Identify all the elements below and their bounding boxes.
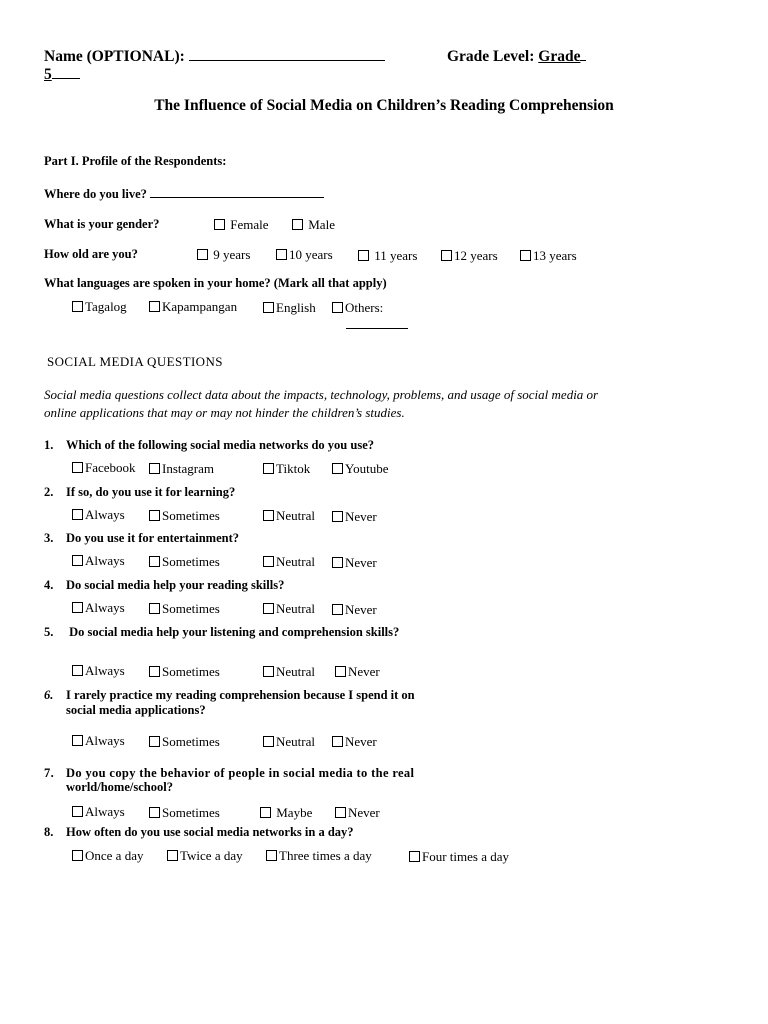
- checkbox[interactable]: [72, 806, 83, 817]
- option-label: Twice a day: [180, 848, 243, 863]
- checkbox[interactable]: [149, 510, 160, 521]
- checkbox[interactable]: [149, 301, 160, 312]
- question-number: 1.: [44, 438, 54, 452]
- age-option-13[interactable]: [520, 248, 577, 264]
- q3-option-always[interactable]: [72, 553, 125, 569]
- grade-underline-tail: [580, 60, 586, 61]
- checkbox[interactable]: [263, 510, 274, 521]
- lang-option-tagalog[interactable]: [72, 299, 127, 315]
- q7-option-sometimes[interactable]: [149, 805, 220, 821]
- option-label: Never: [345, 734, 377, 749]
- option-label: 9 years: [213, 247, 251, 262]
- q2-option-never[interactable]: [332, 509, 377, 525]
- checkbox[interactable]: [149, 666, 160, 677]
- part1-heading: Part I. Profile of the Respondents:: [44, 154, 227, 168]
- q5-option-neutral[interactable]: [263, 664, 315, 680]
- option-label: Always: [85, 553, 125, 568]
- question-text: If so, do you use it for learning?: [66, 485, 236, 499]
- question-number: 5.: [44, 625, 54, 639]
- checkbox[interactable]: [72, 665, 83, 676]
- age-option-11[interactable]: [358, 248, 417, 264]
- q6-option-neutral[interactable]: [263, 734, 315, 750]
- q1-option-tiktok[interactable]: [263, 461, 310, 477]
- q2-option-neutral[interactable]: [263, 508, 315, 524]
- checkbox[interactable]: [149, 463, 160, 474]
- question-text: Do you use it for entertainment?: [66, 531, 240, 545]
- question-number: 7.: [44, 766, 55, 780]
- document-title: The Influence of Social Media on Children’s Reading Comprehension: [154, 97, 614, 114]
- option-label: Sometimes: [162, 508, 220, 523]
- live-input-line[interactable]: [150, 197, 324, 198]
- option-label: Never: [345, 509, 377, 524]
- option-label: Neutral: [276, 664, 315, 679]
- name-field-row: [44, 48, 385, 66]
- question-3: [44, 531, 239, 546]
- option-label: Sometimes: [162, 554, 220, 569]
- checkbox[interactable]: [149, 556, 160, 567]
- option-label: English: [276, 300, 316, 315]
- checkbox[interactable]: [332, 736, 343, 747]
- checkbox[interactable]: [409, 851, 420, 862]
- name-input-line[interactable]: [189, 60, 385, 61]
- question-text: Do social media help your listening and comprehension skills?: [66, 625, 400, 639]
- grade-level-value-cont-row: [44, 66, 80, 84]
- option-label: Neutral: [276, 601, 315, 616]
- name-label: Name (OPTIONAL):: [44, 48, 185, 65]
- age-option-10[interactable]: [276, 247, 333, 263]
- q2-option-always[interactable]: [72, 507, 125, 523]
- languages-question: What languages are spoken in your home? (Mark all that apply): [44, 276, 387, 290]
- question-text: Do you copy the behavior of people in social media to the real: [66, 766, 415, 780]
- option-label: Sometimes: [162, 664, 220, 679]
- q4-option-sometimes[interactable]: [149, 601, 220, 617]
- checkbox[interactable]: [167, 850, 178, 861]
- question-text: I rarely practice my reading comprehension because I spend it on: [66, 688, 415, 702]
- question-text: How often do you use social media networks in a day?: [66, 825, 354, 839]
- option-label: Others:: [345, 300, 384, 315]
- q3-option-neutral[interactable]: [263, 554, 315, 570]
- option-label: Neutral: [276, 734, 315, 749]
- question-number: 3.: [44, 531, 54, 545]
- q7-option-maybe[interactable]: [260, 805, 312, 821]
- question-5: [44, 625, 399, 640]
- checkbox[interactable]: [263, 463, 274, 474]
- question-6-cont: social media applications?: [66, 703, 206, 717]
- social-media-heading: SOCIAL MEDIA QUESTIONS: [47, 354, 223, 369]
- age-question: How old are you?: [44, 247, 138, 261]
- question-number: 8.: [44, 825, 54, 839]
- question-7: [44, 766, 414, 781]
- option-label: Neutral: [276, 508, 315, 523]
- option-label: Kapampangan: [162, 299, 238, 314]
- checkbox[interactable]: [263, 556, 274, 567]
- checkbox[interactable]: [263, 302, 274, 313]
- option-label: Never: [345, 555, 377, 570]
- live-question: Where do you live?: [44, 187, 147, 201]
- checkbox[interactable]: [72, 509, 83, 520]
- checkbox[interactable]: [520, 250, 531, 261]
- checkbox[interactable]: [332, 604, 343, 615]
- grade-level-row: [447, 48, 586, 66]
- option-label: Tagalog: [85, 299, 127, 314]
- checkbox[interactable]: [149, 603, 160, 614]
- checkbox[interactable]: [276, 249, 287, 260]
- q1-option-instagram[interactable]: [149, 461, 214, 477]
- checkbox[interactable]: [72, 555, 83, 566]
- option-label: Sometimes: [162, 734, 220, 749]
- checkbox[interactable]: [441, 250, 452, 261]
- others-input-line[interactable]: [346, 328, 408, 329]
- checkbox[interactable]: [335, 666, 346, 677]
- grade-level-label: Grade Level:: [447, 48, 535, 65]
- question-number: 6.: [44, 688, 54, 702]
- question-4: [44, 578, 284, 593]
- option-label: Never: [348, 805, 380, 820]
- q4-option-never[interactable]: [332, 602, 377, 618]
- checkbox[interactable]: [332, 463, 343, 474]
- option-label: Neutral: [276, 554, 315, 569]
- checkbox[interactable]: [335, 807, 346, 818]
- checkbox[interactable]: [149, 736, 160, 747]
- checkbox[interactable]: [197, 249, 208, 260]
- question-text: Which of the following social media networks do you use?: [66, 438, 375, 452]
- q8-option-three[interactable]: [266, 848, 372, 864]
- checkbox[interactable]: [72, 301, 83, 312]
- q4-option-neutral[interactable]: [263, 601, 315, 617]
- live-question-row: [44, 187, 324, 202]
- option-label: Maybe: [276, 805, 313, 820]
- checkbox[interactable]: [72, 462, 83, 473]
- grade-underline-cont: [52, 78, 80, 79]
- option-label: Always: [85, 600, 125, 615]
- option-label: 10 years: [289, 247, 333, 262]
- q8-option-four[interactable]: [409, 849, 509, 865]
- option-label: Always: [85, 663, 125, 678]
- option-label: Sometimes: [162, 601, 220, 616]
- option-label: Never: [345, 602, 377, 617]
- checkbox[interactable]: [292, 219, 303, 230]
- option-label: Sometimes: [162, 805, 220, 820]
- q4-option-always[interactable]: [72, 600, 125, 616]
- q7-option-never[interactable]: [335, 805, 380, 821]
- age-option-9[interactable]: [197, 247, 250, 263]
- checkbox[interactable]: [263, 666, 274, 677]
- social-intro-line1: Social media questions collect data about the impacts, technology, problems, and usage of social media or: [44, 387, 599, 402]
- checkbox[interactable]: [332, 302, 343, 313]
- q5-option-never[interactable]: [335, 664, 380, 680]
- option-label: Always: [85, 507, 125, 522]
- q1-option-youtube[interactable]: [332, 461, 388, 477]
- question-text: Do social media help your reading skills?: [66, 578, 285, 592]
- q3-option-sometimes[interactable]: [149, 554, 220, 570]
- grade-level-value-cont[interactable]: 5: [44, 66, 52, 83]
- lang-option-others[interactable]: [332, 300, 383, 316]
- age-option-12[interactable]: [441, 248, 498, 264]
- gender-question: What is your gender?: [44, 217, 160, 231]
- q1-option-facebook[interactable]: [72, 460, 136, 476]
- checkbox[interactable]: [358, 250, 369, 261]
- lang-option-kapampangan[interactable]: [149, 299, 237, 315]
- lang-option-english[interactable]: [263, 300, 316, 316]
- q5-option-always[interactable]: [72, 663, 125, 679]
- q6-option-sometimes[interactable]: [149, 734, 220, 750]
- checkbox[interactable]: [214, 219, 225, 230]
- option-label: Four times a day: [422, 849, 510, 864]
- option-label: Three times a day: [279, 848, 372, 863]
- checkbox[interactable]: [263, 736, 274, 747]
- grade-level-value[interactable]: Grade: [538, 48, 581, 65]
- gender-option-female[interactable]: [214, 217, 269, 233]
- option-label: Never: [348, 664, 380, 679]
- option-label: Once a day: [85, 848, 144, 863]
- question-number: 4.: [44, 578, 54, 592]
- question-6: [44, 688, 415, 703]
- checkbox[interactable]: [266, 850, 277, 861]
- q6-option-never[interactable]: [332, 734, 377, 750]
- checkbox[interactable]: [149, 807, 160, 818]
- option-label: Always: [85, 804, 125, 819]
- question-1: [44, 438, 374, 453]
- gender-option-male[interactable]: [292, 217, 335, 233]
- question-number: 2.: [44, 485, 54, 499]
- checkbox[interactable]: [72, 850, 83, 861]
- question-8: [44, 825, 354, 840]
- option-label: Instagram: [162, 461, 214, 476]
- checkbox[interactable]: [332, 511, 343, 522]
- question-7-cont: world/home/school?: [66, 780, 173, 794]
- question-2: [44, 485, 235, 500]
- option-label: Tiktok: [276, 461, 311, 476]
- q7-option-always[interactable]: [72, 804, 125, 820]
- q8-option-once[interactable]: [72, 848, 143, 864]
- option-label: Female: [230, 217, 269, 232]
- q8-option-twice[interactable]: [167, 848, 243, 864]
- option-label: 11 years: [374, 248, 418, 263]
- option-label: 12 years: [454, 248, 498, 263]
- option-label: Facebook: [85, 460, 136, 475]
- option-label: Youtube: [345, 461, 389, 476]
- option-label: Always: [85, 733, 125, 748]
- q3-option-never[interactable]: [332, 555, 377, 571]
- option-label: 13 years: [533, 248, 577, 263]
- checkbox[interactable]: [72, 602, 83, 613]
- checkbox[interactable]: [332, 557, 343, 568]
- checkbox[interactable]: [263, 603, 274, 614]
- option-label: Male: [308, 217, 335, 232]
- q6-option-always[interactable]: [72, 733, 125, 749]
- checkbox[interactable]: [72, 735, 83, 746]
- q2-option-sometimes[interactable]: [149, 508, 220, 524]
- social-intro-line2: online applications that may or may not hinder the children’s studies.: [44, 405, 405, 420]
- checkbox[interactable]: [260, 807, 271, 818]
- q5-option-sometimes[interactable]: [149, 664, 220, 680]
